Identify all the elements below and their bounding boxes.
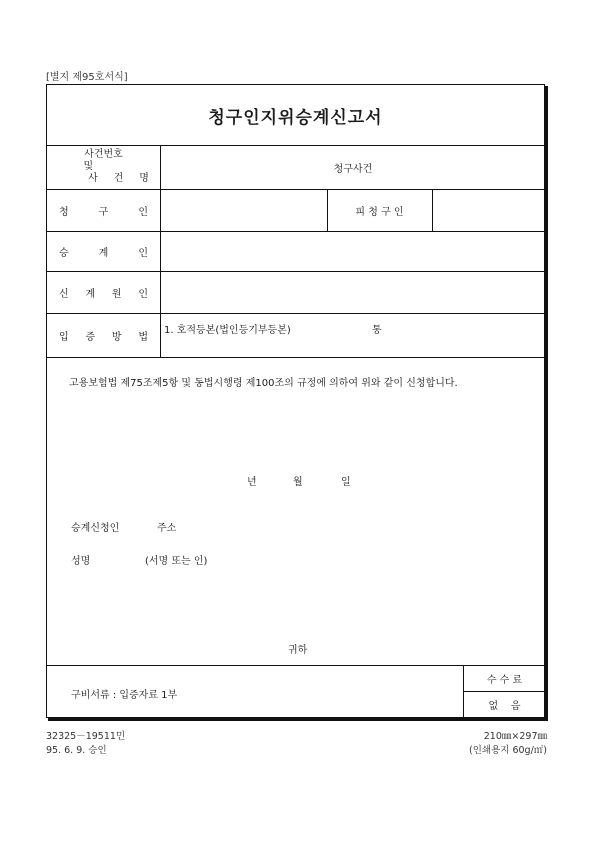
reason-label-char: 신 [59, 288, 69, 300]
date-day: 일 [341, 477, 351, 488]
approval-date: 95. 6. 9. 승인 [46, 745, 107, 756]
reason-label-char: 계 [85, 288, 96, 300]
statement-text: 고용보험법 제75조제5항 및 동법시행령 제100조의 규정에 의하여 위와 같이 신청합니다. [69, 378, 458, 389]
proof-item: 1. 호적등본(법인등기부등본) [164, 325, 291, 336]
claimant-label-char: 청 [59, 206, 69, 218]
proof-unit: 통 [372, 325, 382, 336]
attachments-text: 구비서류 : 입증자료 1부 [71, 690, 178, 701]
application-form [46, 84, 545, 718]
reason-field[interactable] [160, 271, 546, 313]
successor-label-char: 승 [59, 247, 69, 259]
fee-label-text: 수 수 료 [486, 674, 523, 686]
address-label: 주소 [157, 523, 177, 534]
successor-label-char: 인 [138, 247, 148, 259]
case-value-suffix: 청구사건 [333, 163, 373, 175]
case-label-line-2: 및 [83, 161, 94, 172]
doc-number: 32325－19511민 [46, 731, 126, 742]
proof-label-char: 입 [59, 331, 69, 343]
claimant-label [47, 189, 160, 231]
successor-label [47, 231, 160, 271]
proof-label-char: 방 [111, 331, 122, 343]
fee-value-text: 없 음 [488, 701, 521, 712]
case-label-line-1: 사건번호 [84, 149, 123, 160]
claimant-label-char: 인 [138, 206, 148, 218]
case-label [47, 145, 160, 189]
reason-label-char: 인 [138, 288, 148, 300]
addressee-label: 귀하 [288, 645, 308, 656]
form-title: 청구인지위승계신고서 [208, 107, 383, 128]
claimant-label-char: 구 [98, 206, 109, 218]
successor-field[interactable] [160, 231, 546, 271]
proof-label-char: 법 [138, 331, 148, 343]
date-year: 년 [247, 477, 257, 488]
proof-label-char: 증 [85, 331, 96, 343]
name-label: 성명 [71, 556, 91, 567]
row-divider [47, 357, 544, 358]
form-shadow-bottom [48, 718, 548, 721]
claimant-field[interactable] [160, 189, 327, 231]
reason-label-char: 원 [111, 288, 122, 300]
paper-weight: (인쇄용지 60g/㎡) [469, 745, 547, 756]
fee-label [463, 665, 546, 691]
paper-size: 210㎜×297㎜ [483, 731, 547, 742]
proof-label [47, 313, 160, 357]
form-number-label: [별지 제95호서식] [46, 72, 128, 83]
successor-label-char: 계 [98, 247, 109, 259]
applicant-label: 승계신청인 [71, 523, 120, 534]
respondent-label: 피 청 구 인 [355, 206, 404, 218]
case-value-field[interactable] [160, 145, 546, 189]
case-label-line-3: 사 건 명 [88, 173, 149, 184]
respondent-field[interactable] [432, 189, 546, 231]
signature-label: (서명 또는 인) [145, 556, 208, 567]
fee-value [463, 691, 546, 718]
reason-label [47, 271, 160, 313]
date-month: 월 [293, 477, 303, 488]
